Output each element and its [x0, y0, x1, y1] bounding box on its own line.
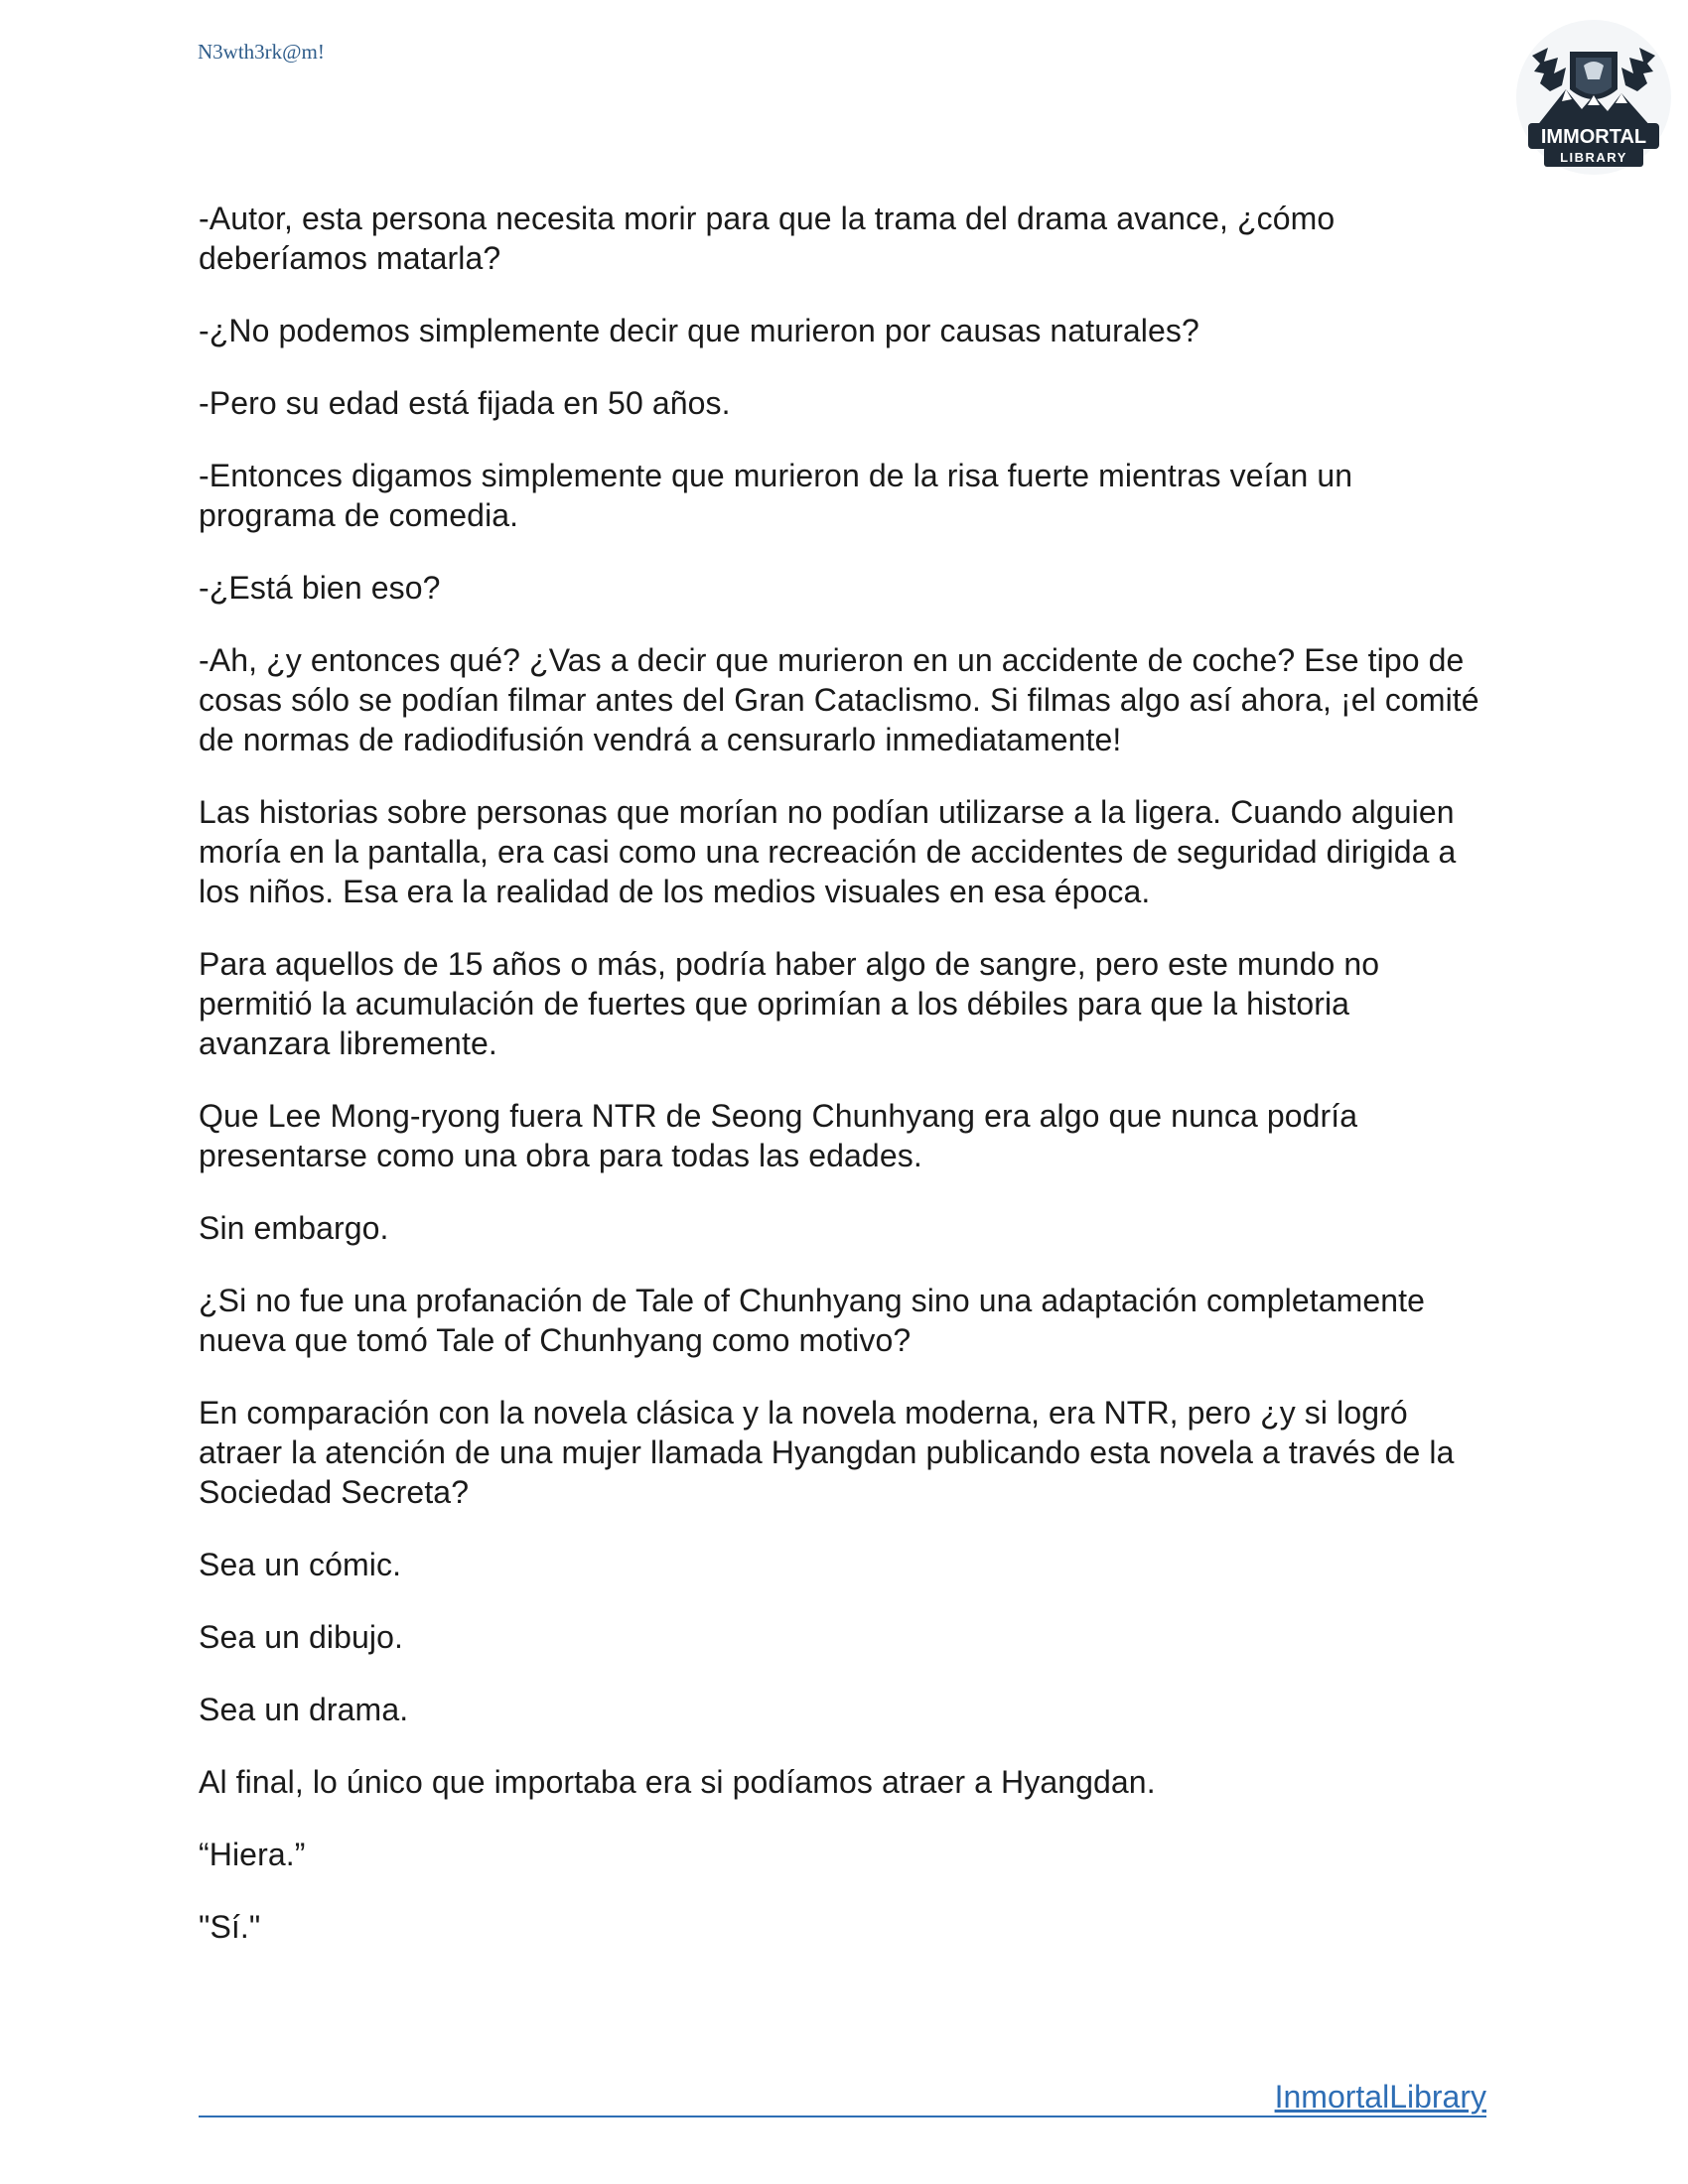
immortal-library-logo	[1514, 18, 1673, 177]
paragraph: “Hiera.”	[199, 1837, 306, 1872]
paragraph: -¿No podemos simplemente decir que murieron por causas naturales?	[199, 313, 1199, 348]
paragraph: Sin embargo.	[199, 1210, 389, 1246]
paragraph: ¿Si no fue una profanación de Tale of Chunhyang sino una adaptación completamente nueva que tomó Tale of Chunhyang como motivo?	[199, 1283, 1426, 1358]
paragraph: Sea un cómic.	[199, 1547, 402, 1582]
paragraph: -¿Está bien eso?	[199, 570, 441, 606]
paragraph: Al final, lo único que importaba era si podíamos atraer a Hyangdan.	[199, 1764, 1156, 1800]
footer-link[interactable]: InmortalLibrary	[1274, 2079, 1486, 2115]
paragraph: Las historias sobre personas que morían no podían utilizarse a la ligera. Cuando alguien moría en la pantalla, era casi como una recreación de accidentes de seguridad dirigida a los niños. Esa era la realidad de los medios visuales en esa época.	[199, 794, 1457, 909]
header-tag: N3wth3rk@m!	[198, 40, 325, 64]
paragraph: -Ah, ¿y entonces qué? ¿Vas a decir que murieron en un accidente de coche? Ese tipo de cosas sólo se podían filmar antes del Gran Cataclismo. Si filmas algo así ahora, ¡el comité de normas de radiodifusión vendrá a censurarlo inmediatamente!	[199, 642, 1479, 757]
paragraph: Sea un dibujo.	[199, 1619, 404, 1655]
logo-text-line2: LIBRARY	[1560, 150, 1627, 165]
footer-divider	[199, 2116, 1486, 2117]
document-body	[199, 199, 1489, 1979]
paragraph: "Sí."	[199, 1909, 261, 1945]
paragraph: Sea un drama.	[199, 1692, 409, 1727]
paragraph: -Entonces digamos simplemente que murieron de la risa fuerte mientras veían un programa de comedia.	[199, 458, 1353, 533]
logo-text-line1: IMMORTAL	[1540, 126, 1647, 148]
paragraph: -Autor, esta persona necesita morir para que la trama del drama avance, ¿cómo deberíamos matarla?	[199, 201, 1336, 276]
dragon-mountain-emblem-icon	[1514, 18, 1673, 177]
paragraph: -Pero su edad está fijada en 50 años.	[199, 385, 731, 421]
paragraph: En comparación con la novela clásica y la novela moderna, era NTR, pero ¿y si logró atraer la atención de una mujer llamada Hyangdan publicando esta novela a través de la Sociedad Secreta?	[199, 1395, 1455, 1510]
paragraph: Para aquellos de 15 años o más, podría haber algo de sangre, pero este mundo no permitió la acumulación de fuertes que oprimían a los débiles para que la historia avanzara libremente.	[199, 946, 1380, 1061]
paragraph: Que Lee Mong-ryong fuera NTR de Seong Chunhyang era algo que nunca podría presentarse como una obra para todas las edades.	[199, 1098, 1358, 1173]
